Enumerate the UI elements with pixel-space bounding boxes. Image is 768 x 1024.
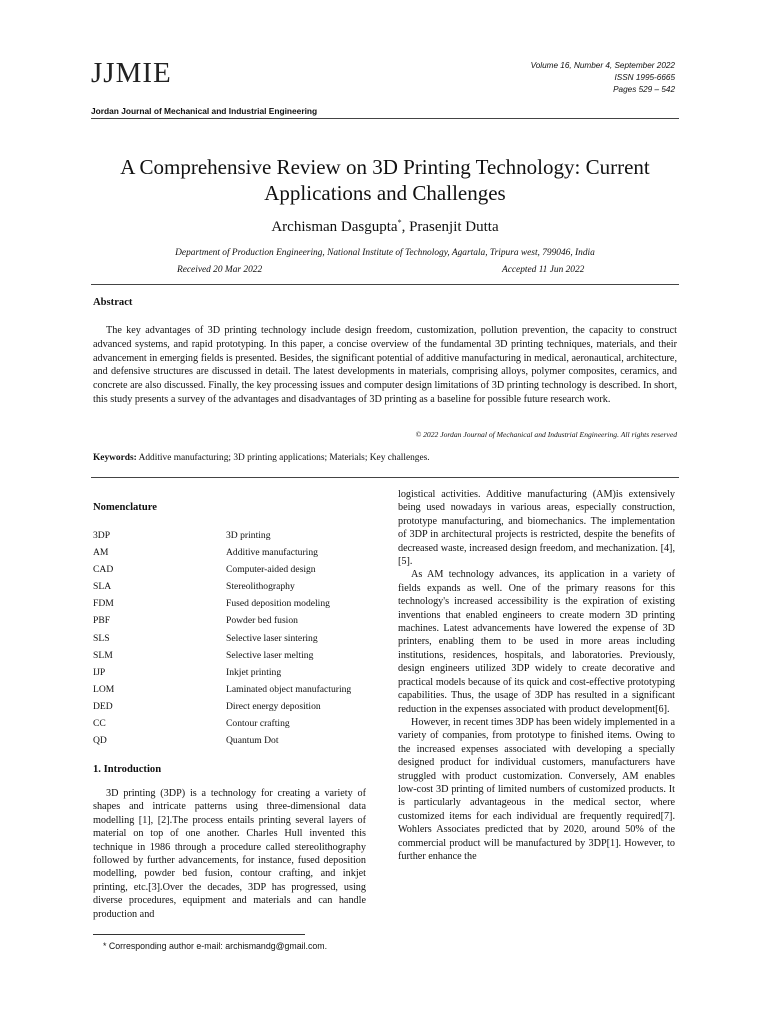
nomenclature-row (93, 732, 373, 749)
nomenclature-row (93, 561, 373, 578)
nomenclature-full: Selective laser sintering (226, 632, 318, 644)
nomenclature-abbr: 3DP (93, 530, 111, 541)
nomenclature-abbr: CAD (93, 564, 114, 576)
nomenclature-abbr: LOM (93, 683, 115, 695)
introduction-paragraph: 3D printing (3DP) is a technology for creating a variety of shapes and intricate patterns using three-dimensional data modelling [1], [2].The process entails printing several layers of material on top of one another. Charles Hull invented this technique in 1986 through a procedure called stereolithography followed by further advancements, for instance, fused deposition modelling, powder bed fusion, contour crafting, and inkjet printing, etc.[3].Over the decades, 3DP has progressed, using diverse procedures, equipment and materials and can handle production and (93, 788, 366, 920)
nomenclature-full: Powder bed fusion (226, 615, 298, 627)
keywords-text: Additive manufacturing; 3D printing applications; Materials; Key challenges. (138, 453, 430, 463)
nomenclature-full: Additive manufacturing (226, 547, 318, 559)
nomenclature-abbr: SLM (93, 649, 113, 661)
author-name: Archisman Dasgupta (271, 219, 398, 235)
nomenclature-full: Stereolithography (226, 581, 295, 593)
affiliation: Department of Production Engineering, National Institute of Technology, Agartala, Tripura west, 799046, India (175, 248, 595, 258)
nomenclature-row (93, 527, 373, 544)
abstract-text: The key advantages of 3D printing technology include design freedom, customization, pollution prevention, the capacity to construct advanced systems, and rapid prototyping. In this paper, a concise overview of the fundamental 3D printing techniques, materials, and their advancement in emerging fields is presented. Besides, the significant potential of additive manufacturing in medical, aeronautical, architecture, and defensive structures are discussed in detail. The latest developments in materials, comprising alloys, polymer composites, ceramics, and concrete are also discussed. Finally, the key processing issues and computer design limitations of 3D printing technology is described. In short, this study presents a survey of the advantages and disadvantages of 3D printing as a baseline for possible future research work. (93, 325, 677, 405)
nomenclature-full: Laminated object manufacturing (226, 683, 352, 695)
nomenclature-full: Inkjet printing (226, 666, 282, 678)
nomenclature-full: Quantum Dot (226, 735, 279, 747)
author-name: , Prasenjit Dutta (401, 219, 499, 235)
nomenclature-row (93, 612, 373, 629)
copyright-notice: © 2022 Jordan Journal of Mechanical and Industrial Engineering. All rights reserved (415, 430, 677, 439)
footnote-divider (93, 934, 305, 935)
journal-logo: JJMIE (91, 57, 172, 89)
pages-line: Pages 529 – 542 (613, 85, 675, 94)
nomenclature-abbr: AM (93, 547, 109, 559)
nomenclature-table (93, 527, 373, 749)
title-divider (91, 284, 679, 285)
keywords-label: Keywords: (93, 453, 137, 463)
nomenclature-full: Fused deposition modeling (226, 598, 330, 610)
nomenclature-row (93, 595, 373, 612)
nomenclature-full: Selective laser melting (226, 649, 314, 661)
nomenclature-full: Direct energy deposition (226, 700, 321, 712)
nomenclature-row (93, 578, 373, 595)
journal-name: Jordan Journal of Mechanical and Industrial Engineering (91, 106, 318, 116)
nomenclature-full: 3D printing (226, 530, 271, 541)
body-paragraph: logistical activities. Additive manufacturing (AM)is extensively being used nowadays in various areas, especially construction, prototype manufacturing, and biomechanics. The implementation of 3DP in architectural projects is restricted, despite the benefits of decreased waste, increased design freedom, and mechanization. [4], [5]. (398, 489, 675, 568)
issn-line: ISSN 1995-6665 (614, 73, 675, 82)
volume-line: Volume 16, Number 4, September 2022 (530, 61, 675, 70)
right-column (398, 488, 675, 863)
keywords-line (93, 453, 430, 463)
nomenclature-full: Contour crafting (226, 718, 290, 730)
corresponding-mark: * (397, 218, 402, 227)
nomenclature-row (93, 647, 373, 664)
nomenclature-heading: Nomenclature (93, 502, 157, 513)
nomenclature-row (93, 715, 373, 732)
nomenclature-abbr: IJP (93, 666, 106, 678)
nomenclature-abbr: FDM (93, 598, 114, 610)
article-title: A Comprehensive Review on 3D Printing Technology: Current Applications and Challenges (120, 155, 650, 205)
nomenclature-row (93, 544, 373, 561)
nomenclature-row (93, 698, 373, 715)
nomenclature-abbr: CC (93, 718, 106, 730)
nomenclature-abbr: PBF (93, 615, 111, 627)
nomenclature-abbr: QD (93, 735, 107, 747)
header-divider (91, 118, 679, 119)
issue-info (531, 60, 675, 96)
abstract-heading: Abstract (93, 297, 133, 308)
nomenclature-row (93, 681, 373, 698)
nomenclature-full: Computer-aided design (226, 564, 316, 576)
body-paragraph: However, in recent times 3DP has been widely implemented in a variety of companies, from prototype to finished items. Owing to the increased expenses associated with developing a specially designed product for individual customers, manufacturers have struggled with product customization. Conversely, AM enables low-cost 3D printing of limited numbers of customized products. It is particularly advantageous in the medical sector, where customized items for each individual are frequently required[7]. Wohlers Associates predicted that by 2020, around 50% of the commercial product will be manufactured by 3DP[1]. However, to further enhance the (398, 716, 675, 862)
nomenclature-abbr: SLS (93, 632, 110, 644)
nomenclature-abbr: DED (93, 700, 113, 712)
nomenclature-abbr: SLA (93, 581, 112, 593)
author-list (91, 218, 679, 236)
corresponding-author-footnote: * Corresponding author e-mail: archismandg@gmail.com. (103, 941, 328, 951)
introduction-heading: 1. Introduction (93, 764, 162, 775)
accepted-date: Accepted 11 Jun 2022 (502, 265, 585, 275)
received-date: Received 20 Mar 2022 (177, 265, 263, 275)
abstract-divider (91, 477, 679, 478)
nomenclature-row (93, 630, 373, 647)
body-paragraph: As AM technology advances, its application in a variety of fields expands as well. One of the primary reasons for this technology's increased accessibility is the expiration of existing inventions that enabled engineers to create modern 3D printing machines. Latest advancements have lowered the expense of 3D printers, enabling them to be used in more areas including institutions, residences, hospitals, and laboratories. Previously, design engineers utilized 3DP widely to create decorative and practical models because of its quick and cost-effective prototyping capabilities. Thus, the usage of 3DP has resulted in a significant reduction in the expenses associated with product development[6]. (398, 569, 675, 715)
nomenclature-row (93, 664, 373, 681)
